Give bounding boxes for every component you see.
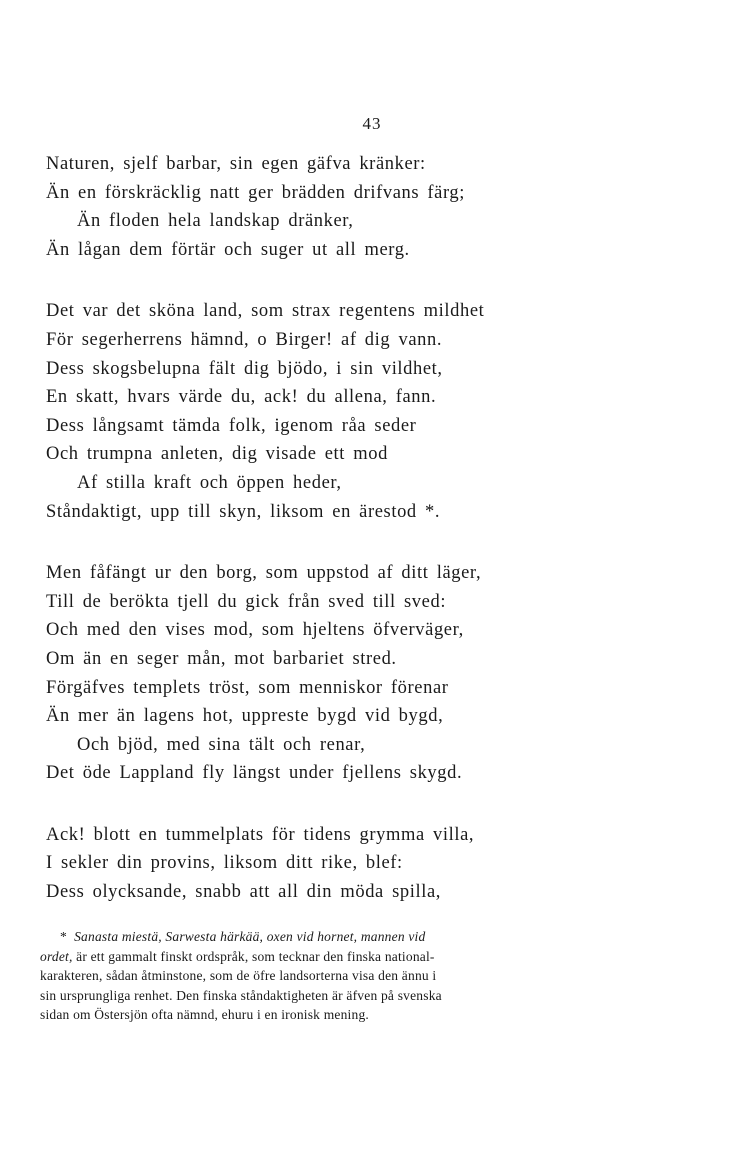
verse-line: För segerherrens hämnd, o Birger! af dig vann. xyxy=(46,329,443,350)
stanza-4 xyxy=(46,821,726,907)
footnote-italic-word: ordet, xyxy=(40,948,73,964)
verse-line: Dess skogsbelupna fält dig bjödo, i sin vildhet, xyxy=(46,358,443,379)
footnote-line xyxy=(40,947,560,967)
footnote-marker: * xyxy=(60,929,67,944)
verse-line: Förgäfves templets tröst, som menniskor förenar xyxy=(46,677,449,698)
verse-line: Och bjöd, med sina tält och renar, xyxy=(77,734,366,755)
verse-line: En skatt, hvars värde du, ack! du allena, fann. xyxy=(46,387,437,408)
footnote xyxy=(40,927,560,1025)
verse-line: Dess olycksande, snabb att all din möda spilla, xyxy=(46,882,441,903)
page-number: 43 xyxy=(362,114,382,133)
stanza-1 xyxy=(46,150,726,264)
footnote-quote: Sanasta miestä, Sarwesta härkää, oxen vid hornet, mannen vid xyxy=(74,929,426,944)
verse-line: Det öde Lappland fly längst under fjellens skygd. xyxy=(46,763,463,784)
footnote-line: sin ursprungliga renhet. Den finska ståndaktigheten är äfven på svenska xyxy=(40,987,442,1003)
verse-line: Men fåfängt ur den borg, som uppstod af ditt läger, xyxy=(46,563,482,584)
verse-line: Det var det sköna land, som strax regentens mildhet xyxy=(46,301,485,322)
verse-line: Om än en seger mån, mot barbariet stred. xyxy=(46,648,397,669)
verse-line: Ack! blott en tummelplats för tidens grymma villa, xyxy=(46,824,475,845)
footnote-line: karakteren, sådan åtminstone, som de öfre landsorterna visa den ännu i xyxy=(40,968,437,983)
verse-line: Till de berökta tjell du gick från sved till sved: xyxy=(46,591,447,612)
verse-line: Än lågan dem förtär och suger ut all merg. xyxy=(46,239,410,260)
verse-line: Än en förskräcklig natt ger brädden drifvans färg; xyxy=(46,182,465,203)
poem xyxy=(46,150,726,940)
verse-line: Af stilla kraft och öppen heder, xyxy=(77,472,342,493)
verse-line: Och trumpna anleten, dig visade ett mod xyxy=(46,444,388,465)
verse-line: Dess långsamt tämda folk, igenom råa seder xyxy=(46,415,417,436)
verse-line: Än floden hela landskap dränker, xyxy=(77,211,354,232)
verse-line: Naturen, sjelf barbar, sin egen gäfva kränker: xyxy=(46,154,426,174)
stanza-2 xyxy=(46,297,726,526)
footnote-line xyxy=(40,927,560,947)
verse-line: Än mer än lagens hot, uppreste bygd vid bygd, xyxy=(46,706,444,727)
footnote-text: är ett gammalt finskt ordspråk, som tecknar den finska national- xyxy=(76,948,435,964)
footnote-line: sidan om Östersjön ofta nämnd, ehuru i en ironisk mening. xyxy=(40,1007,369,1022)
verse-line: I sekler din provins, liksom ditt rike, blef: xyxy=(46,853,403,874)
verse-line: Ståndaktigt, upp till skyn, liksom en ärestod *. xyxy=(46,501,441,522)
stanza-3 xyxy=(46,559,726,788)
verse-line: Och med den vises mod, som hjeltens öfverväger, xyxy=(46,620,464,641)
